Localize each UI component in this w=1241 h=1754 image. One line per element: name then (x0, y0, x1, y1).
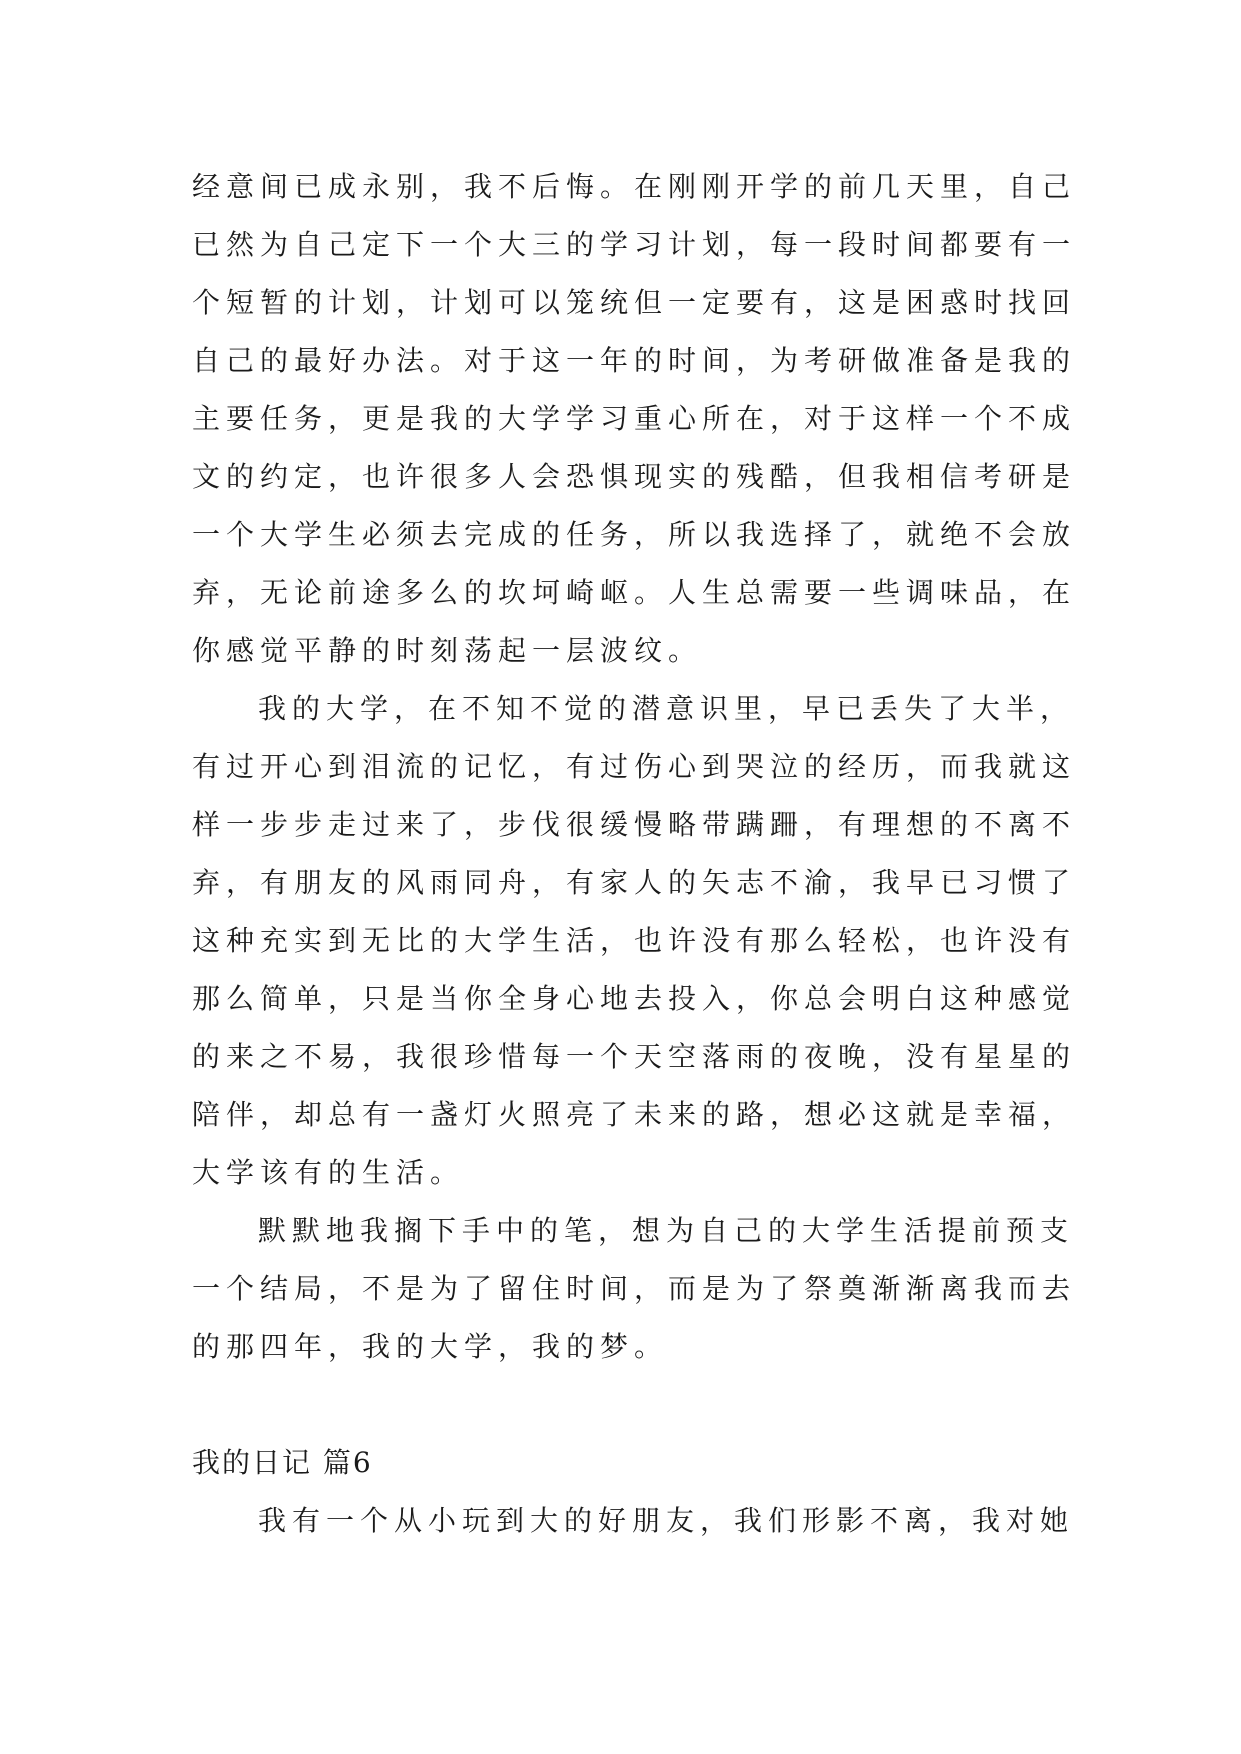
paragraph-3 (192, 1202, 1077, 1376)
paragraph-line: 文的约定，也许很多人会恐惧现实的残酷，但我相信考研是 (192, 460, 1077, 493)
paragraph-line: 这种充实到无比的大学生活，也许没有那么轻松，也许没有 (192, 924, 1077, 957)
paragraph-line: 陪伴，却总有一盏灯火照亮了未来的路，想必这就是幸福， (192, 1098, 1077, 1131)
paragraph-line: 弃，有朋友的风雨同舟，有家人的矢志不渝，我早已习惯了 (192, 866, 1077, 899)
paragraph-line: 自己的最好办法。对于这一年的时间，为考研做准备是我的 (192, 344, 1077, 377)
paragraph-line: 我有一个从小玩到大的好朋友，我们形影不离，我对她 (258, 1504, 1075, 1537)
paragraph-line: 已然为自己定下一个大三的学习计划，每一段时间都要有一 (192, 228, 1077, 261)
paragraph-line: 主要任务，更是我的大学学习重心所在，对于这样一个不成 (192, 402, 1077, 435)
paragraph-2 (192, 680, 1077, 1202)
paragraph-line: 有过开心到泪流的记忆，有过伤心到哭泣的经历，而我就这 (192, 750, 1077, 783)
paragraph-line: 一个结局，不是为了留住时间，而是为了祭奠渐渐离我而去 (192, 1272, 1077, 1305)
paragraph-4 (192, 1492, 1075, 1550)
paragraph-line: 那么简单，只是当你全身心地去投入，你总会明白这种感觉 (192, 982, 1077, 1015)
paragraph-line: 我的大学，在不知不觉的潜意识里，早已丢失了大半， (258, 692, 1075, 725)
paragraph-1 (192, 158, 1077, 680)
paragraph-line: 你感觉平静的时刻荡起一层波纹。 (192, 634, 703, 667)
paragraph-line: 的来之不易，我很珍惜每一个天空落雨的夜晚，没有星星的 (192, 1040, 1077, 1073)
paragraph-line: 弃，无论前途多么的坎坷崎岖。人生总需要一些调味品，在 (192, 576, 1077, 609)
paragraph-line: 经意间已成永别，我不后悔。在刚刚开学的前几天里，自己 (192, 170, 1077, 203)
section-heading: 我的日记 篇6 (192, 1446, 373, 1479)
paragraph-line: 个短暂的计划，计划可以笼统但一定要有，这是困惑时找回 (192, 286, 1077, 319)
paragraph-line: 默默地我搁下手中的笔，想为自己的大学生活提前预支 (258, 1214, 1075, 1247)
paragraph-line: 的那四年，我的大学，我的梦。 (192, 1330, 669, 1363)
paragraph-line: 大学该有的生活。 (192, 1156, 465, 1189)
paragraph-line: 一个大学生必须去完成的任务，所以我选择了，就绝不会放 (192, 518, 1077, 551)
paragraph-line: 样一步步走过来了，步伐很缓慢略带蹒跚，有理想的不离不 (192, 808, 1077, 841)
